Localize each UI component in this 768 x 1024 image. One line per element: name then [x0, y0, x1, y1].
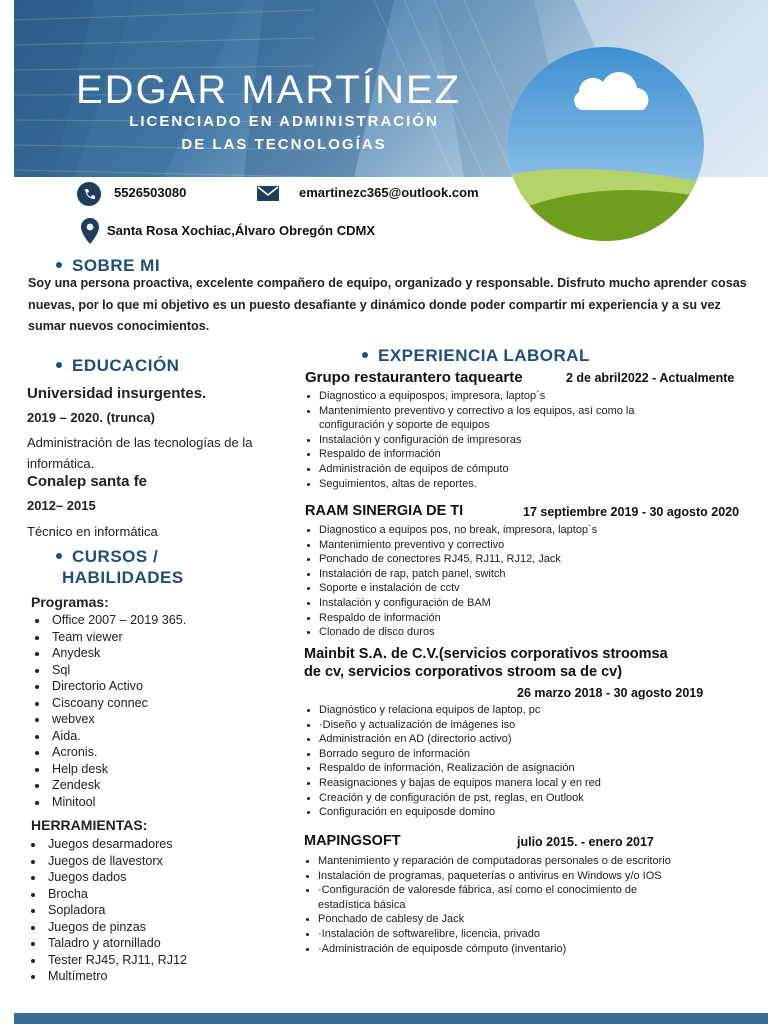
program-item: Help desk [32, 761, 186, 778]
job-2-tasks [305, 523, 597, 640]
tool-item: Multímetro [28, 968, 187, 985]
program-item: webvex [32, 711, 186, 728]
program-item: Ciscoany connec [32, 695, 186, 712]
email-address: emartinezc365@outlook.com [299, 185, 479, 200]
person-name: EDGAR MARTÍNEZ [76, 68, 462, 112]
job-4-dates: julio 2015. - enero 2017 [517, 835, 654, 849]
job-title-line2: DE LAS TECNOLOGÍAS [181, 136, 387, 153]
task-item: Seguimientos, altas de reportes. [305, 477, 635, 492]
task-item: Administración en AD (directorio activo) [305, 732, 601, 747]
program-item: Acronis. [32, 744, 186, 761]
phone-number: 5526503080 [114, 185, 187, 200]
task-item: Respaldo de información [305, 447, 635, 462]
school-2: Conalep santa fe [27, 473, 148, 490]
program-item: Office 2007 – 2019 365. [32, 612, 186, 629]
job-4-company: MAPINGSOFT [304, 833, 401, 849]
job-1-tasks [305, 389, 635, 491]
phone-icon [76, 181, 102, 207]
courses-heading: CURSOS / [56, 547, 158, 567]
school-1: Universidad insurgentes. [27, 385, 207, 402]
footer-bar [14, 1013, 768, 1024]
tools-label: HERRAMIENTAS: [31, 817, 148, 833]
job-3-company-line2: de cv, servicios corporativos stroom sa de cv) [304, 664, 623, 680]
task-item: Respaldo de información, Realización de asignación [305, 761, 601, 776]
task-item: Diagnóstico y relaciona equipos de laptop, pc [305, 703, 601, 718]
task-item: Reasignaciones y bajas de equipos manera local y en red [305, 776, 601, 791]
program-item: Minitool [32, 794, 186, 811]
tool-item: Tester RJ45, RJ11, RJ12 [28, 952, 187, 969]
location-pin-icon [80, 217, 100, 245]
school-1-years: 2019 – 2020. (trunca) [27, 410, 155, 425]
landscape-placeholder-icon [507, 47, 704, 241]
about-heading: SOBRE MI [56, 256, 160, 276]
job-title-line1: LICENCIADO EN ADMINISTRACIÓN [129, 113, 439, 130]
address: Santa Rosa Xochiac,Álvaro Obregón CDMX [107, 223, 376, 238]
program-item: Team viewer [32, 629, 186, 646]
job-2-company: RAAM SINERGIA DE TI [305, 503, 464, 519]
task-item: configuración y soporte de equipos [319, 419, 490, 432]
task-item: Administración de equipos de cómputo [305, 462, 635, 477]
profile-photo-placeholder [507, 47, 704, 241]
programs-list [32, 612, 186, 810]
tool-item: Juegos desarmadores [28, 836, 187, 853]
job-3-company-line1: Mainbit S.A. de C.V.(servicios corporativos stroomsa [304, 646, 668, 662]
job-1-dates: 2 de abril2022 - Actualmente [566, 371, 735, 385]
task-item: Instalación de programas, paqueterías o antivirus en Windows y/o IOS [304, 869, 671, 884]
degree-2: Técnico en informática [27, 524, 158, 539]
program-item: Aida. [32, 728, 186, 745]
program-item: Directorio Activo [32, 678, 186, 695]
job-4-tasks [304, 854, 671, 956]
tool-item: Juegos dados [28, 869, 187, 886]
program-item: Anydesk [32, 645, 186, 662]
task-item: Configuración en equiposde domino [305, 805, 601, 820]
degree-1-line2: informática. [27, 456, 95, 471]
tools-list [28, 836, 187, 985]
task-item: Creación y de configuración de pst, reglas, en Outlook [305, 791, 601, 806]
task-item: Soporte e instalación de cctv [305, 581, 597, 596]
education-heading: EDUCACIÓN [56, 356, 179, 376]
email-icon [256, 184, 280, 202]
program-item: Zendesk [32, 777, 186, 794]
experience-heading: EXPERIENCIA LABORAL [362, 346, 590, 366]
task-item: Instalación y configuración de BAM [305, 596, 597, 611]
task-item: Mantenimiento preventivo y correctivo a los equipos, así como la [305, 404, 635, 419]
about-text: Soy una persona proactiva, excelente compañero de equipo, organizado y responsable. Disfruto mucho aprender cosas nuevas, por lo que mi objetivo es un puesto desafiante y dinámico donde poder compartir mi experiencia y a su vez sumar nuevos conocimientos. [28, 276, 747, 333]
task-item: Instalación y configuración de impresoras [305, 433, 635, 448]
job-title [84, 110, 484, 156]
task-item: ·Configuración de valoresde fábrica, así como el conocimiento de [304, 883, 671, 898]
tool-item: Brocha [28, 886, 187, 903]
tool-item: Taladro y atornillado [28, 935, 187, 952]
tool-item: Sopladora [28, 902, 187, 919]
school-2-years: 2012– 2015 [27, 498, 96, 513]
job-3-tasks [305, 703, 601, 820]
task-item: ·Administración de equiposde cómputo (inventario) [304, 942, 671, 957]
degree-1-line1: Administración de las tecnologías de la [27, 435, 253, 450]
tool-item: Juegos de llavestorx [28, 853, 187, 870]
task-item: Mantenimiento preventivo y correctivo [305, 538, 597, 553]
task-item: ·Instalación de softwarelibre, licencia, privado [304, 927, 671, 942]
courses-heading-line2: HABILIDADES [62, 568, 184, 587]
job-1-company: Grupo restaurantero taquearte [305, 369, 523, 386]
tool-item: Juegos de pinzas [28, 919, 187, 936]
task-item: Ponchado de conectores RJ45, RJ11, RJ12, Jack [305, 552, 597, 567]
program-item: Sql [32, 662, 186, 679]
task-item: estadística básica [318, 898, 406, 911]
task-item: Clonado de disco duros [305, 625, 597, 640]
task-item: Diagnostico a equipospos, impresora, laptop´s [305, 389, 635, 404]
job-3-dates: 26 marzo 2018 - 30 agosto 2019 [517, 686, 704, 700]
job-2-dates: 17 septiembre 2019 - 30 agosto 2020 [523, 505, 740, 519]
task-item: Respaldo de información [305, 611, 597, 626]
programs-label: Programas: [31, 594, 109, 610]
task-item: Ponchado de cablesy de Jack [304, 912, 671, 927]
task-item: Mantenimiento y reparación de computadoras personales o de escritorio [304, 854, 671, 869]
task-item: Borrado seguro de información [305, 747, 601, 762]
task-item: Diagnostico a equipos pos, no break, impresora, laptop´s [305, 523, 597, 538]
task-item: Instalación de rap, patch panel, switch [305, 567, 597, 582]
task-item: ·Diseño y actualización de imágenes iso [305, 718, 601, 733]
